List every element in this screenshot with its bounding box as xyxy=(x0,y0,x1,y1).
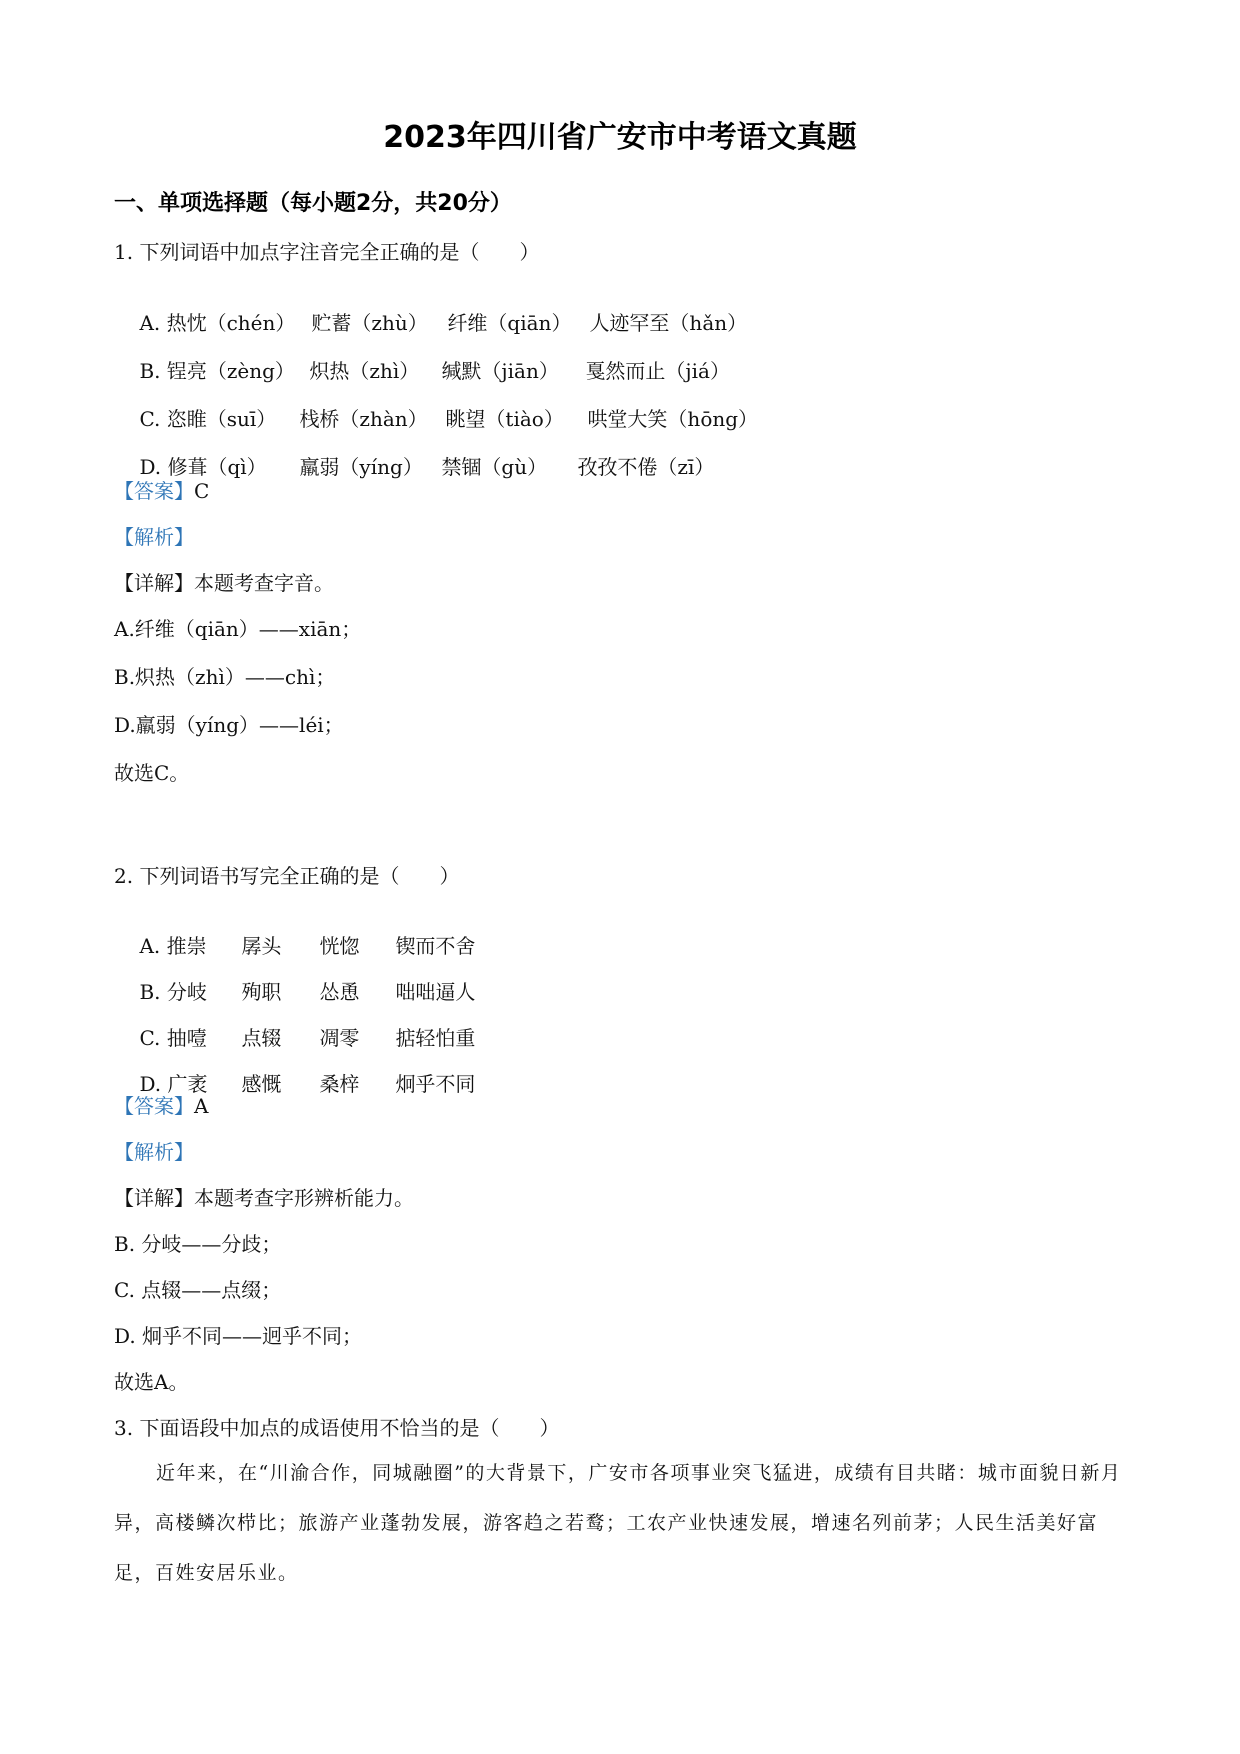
q1-a-2: 贮蓄（zhù） xyxy=(311,311,428,335)
q2-answer-label: 【答案】 xyxy=(114,1094,194,1118)
q1-c-3: 眺望（tiào） xyxy=(445,407,564,431)
q2-c-2: 点辍 xyxy=(241,1026,282,1050)
q2-a-4: 锲而不舍 xyxy=(395,934,476,958)
q2-detail: 【详解】本题考查字形辨析能力。 xyxy=(114,1186,414,1210)
q2-c-3: 凋零 xyxy=(319,1026,360,1050)
q1-explanation-d: D.羸弱（yíng）——léi； xyxy=(114,713,344,737)
q2-analysis-label: 【解析】 xyxy=(114,1140,194,1164)
q1-c-2: 栈桥（zhàn） xyxy=(299,407,428,431)
q1-a-3: 纤维（qiān） xyxy=(447,311,572,335)
q1-c-1: C. 恣睢（suī） xyxy=(139,407,277,431)
q1-d-4: 孜孜不倦（zī） xyxy=(577,455,715,479)
q2-d-1: D. 广袤 xyxy=(139,1072,208,1096)
q2-conclusion: 故选A。 xyxy=(114,1370,189,1394)
q2-b-4: 咄咄逼人 xyxy=(395,980,476,1004)
document-title: 2023年四川省广安市中考语文真题 xyxy=(383,120,857,155)
q2-b-1: B. 分岐 xyxy=(139,980,207,1004)
q1-conclusion: 故选C。 xyxy=(114,761,190,785)
q1-detail: 【详解】本题考查字音。 xyxy=(114,571,334,595)
q2-b-2: 殉职 xyxy=(241,980,282,1004)
q1-answer-label: 【答案】 xyxy=(114,479,194,503)
q1-b-4: 戛然而止（jiá） xyxy=(585,359,730,383)
q1-d-1: D. 修葺（qì） xyxy=(139,455,267,479)
q3-stem: 3. 下面语段中加点的成语使用不恰当的是（ ） xyxy=(114,1416,560,1440)
section-heading: 一、单项选择题（每小题2分，共20分） xyxy=(114,191,512,216)
q1-a-4: 人迹罕至（hǎn） xyxy=(589,311,748,335)
q1-b-1: B. 锃亮（zèng） xyxy=(139,359,295,383)
q1-explanation-b: B.炽热（zhì）——chì； xyxy=(114,665,336,689)
q2-explanation-d: D. 炯乎不同——迥乎不同； xyxy=(114,1324,363,1348)
q1-answer-value: C xyxy=(194,479,210,503)
q2-c-4: 掂轻怕重 xyxy=(395,1026,476,1050)
q1-a-1: A. 热忱（chén） xyxy=(139,311,296,335)
q2-b-3: 怂恿 xyxy=(319,980,360,1004)
q1-explanation-a: A.纤维（qiān）——xiān； xyxy=(114,617,362,641)
q1-answer xyxy=(114,475,209,504)
q2-a-1: A. 推崇 xyxy=(139,934,207,958)
q1-d-3: 禁锢（gù） xyxy=(441,455,548,479)
q1-c-4: 哄堂大笑（hōng） xyxy=(587,407,759,431)
q2-c-1: C. 抽噎 xyxy=(139,1026,207,1050)
q2-explanation-c: C. 点辍——点缀； xyxy=(114,1278,282,1302)
q2-d-4: 炯乎不同 xyxy=(395,1072,476,1096)
q2-a-2: 孱头 xyxy=(241,934,282,958)
q2-a-3: 恍惚 xyxy=(319,934,360,958)
q1-b-2: 炽热（zhì） xyxy=(309,359,420,383)
q2-answer xyxy=(114,1090,208,1119)
q1-b-3: 缄默（jiān） xyxy=(441,359,559,383)
q2-answer-value: A xyxy=(194,1094,209,1118)
q1-d-2: 羸弱（yíng） xyxy=(299,455,423,479)
q3-passage: 近年来，在“川渝合作，同城融圈”的大背景下，广安市各项事业突飞猛进，成绩有目共睹：城市面貌日新月异，高楼鳞次栉比；旅游产业蓬勃发展，游客趋之若鹜；工农产业快速发展，增速名列前茅；人民生活美好富足，百姓安居乐业。 xyxy=(114,1462,1122,1584)
q1-stem: 1. 下列词语中加点字注音完全正确的是（ ） xyxy=(114,240,540,264)
q2-d-2: 感慨 xyxy=(241,1072,282,1096)
q1-analysis-label: 【解析】 xyxy=(114,525,194,549)
q2-d-3: 桑梓 xyxy=(319,1072,360,1096)
q2-explanation-b: B. 分岐——分歧； xyxy=(114,1232,282,1256)
q2-stem: 2. 下列词语书写完全正确的是（ ） xyxy=(114,864,460,888)
